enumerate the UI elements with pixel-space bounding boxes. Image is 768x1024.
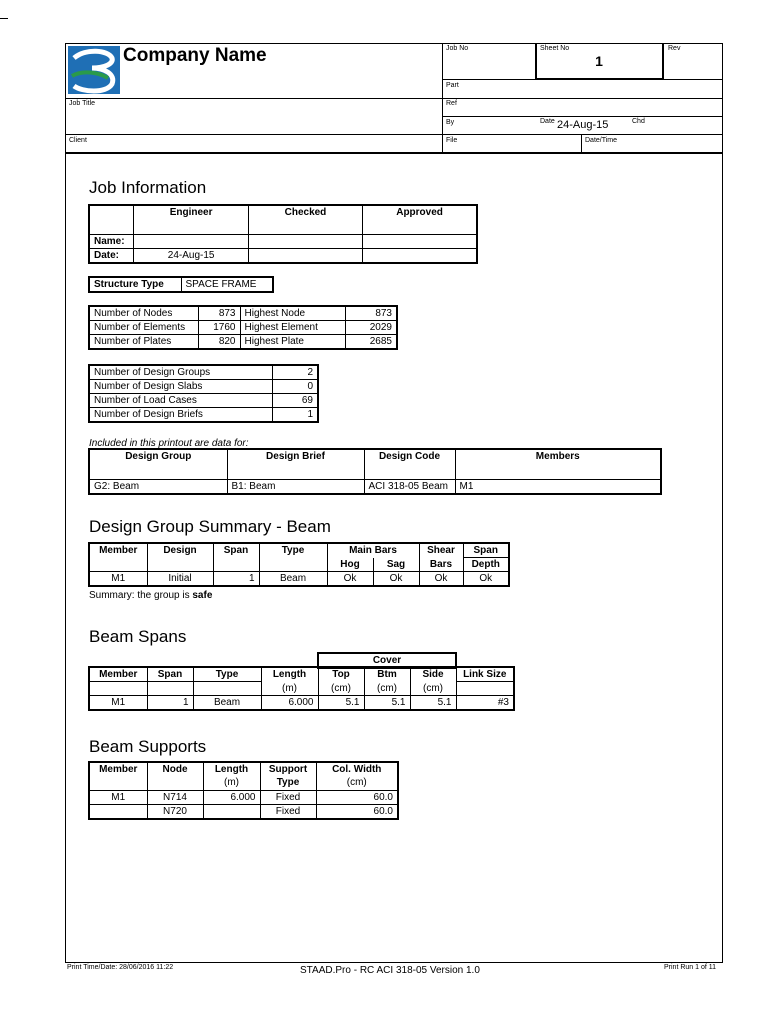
date-row-label: Date: xyxy=(89,248,134,263)
by-label: By xyxy=(446,119,455,126)
summary-line: Summary: the group is safe xyxy=(89,590,213,601)
table-row: G2: Beam B1: Beam ACI 318-05 Beam M1 xyxy=(89,479,661,494)
engineer-date: 24-Aug-15 xyxy=(134,248,248,263)
table-row: Number of Nodes 873 Highest Node 873 xyxy=(89,306,397,321)
program-name: STAAD.Pro - RC ACI 318-05 Version 1.0 xyxy=(300,965,480,976)
beam-supports-table: Member Node Length Support Col. Width (m) Type (cm) M1 N714 6.000 Fixed 60.0 N720 Fixed 60.0 xyxy=(88,761,399,820)
job-info-table xyxy=(88,204,478,264)
table-row: Number of Design Briefs 1 xyxy=(89,408,318,423)
table-row: M1 Initial 1 Beam Ok Ok Ok Ok xyxy=(89,572,509,587)
cover-header: Cover xyxy=(317,652,457,669)
part-label: Part xyxy=(446,82,459,89)
job-title-label: Job Title xyxy=(69,100,96,107)
print-time: Print Time/Date: 28/06/2016 11:22 xyxy=(67,964,174,971)
date-value: 24-Aug-15 xyxy=(557,119,609,131)
node-counts-table xyxy=(88,305,398,350)
design-counts-table xyxy=(88,364,319,423)
company-name: Company Name xyxy=(123,45,267,66)
design-summary-table: Member Design Span Type Main Bars Shear Span Hog Sag Bars Depth M1 Initial 1 Beam Ok Ok Ok Ok xyxy=(88,542,510,587)
structure-type-value: SPACE FRAME xyxy=(181,277,273,292)
ref-label: Ref xyxy=(446,100,457,107)
datetime-label: Date/Time xyxy=(585,137,618,144)
beam-spans-table: Member Span Type Length Top Btm Side Link Size (m) (cm) (cm) (cm) M1 1 Beam 6.000 5.1 5.1 5.1 #3 xyxy=(88,666,515,711)
approved-header: Approved xyxy=(363,205,477,234)
beam-supports-heading: Beam Supports xyxy=(89,737,207,756)
file-label: File xyxy=(446,137,458,144)
design-summary-heading: Design Group Summary - Beam xyxy=(89,517,331,536)
table-row: Number of Elements 1760 Highest Element 2029 xyxy=(89,321,397,335)
name-label: Name: xyxy=(89,234,134,248)
table-row: M1 N714 6.000 Fixed 60.0 xyxy=(89,790,398,804)
summary-status: safe xyxy=(192,590,213,601)
table-row: Number of Plates 820 Highest Plate 2685 xyxy=(89,335,397,350)
table-row: Number of Load Cases 69 xyxy=(89,394,318,408)
table-row: M1 1 Beam 6.000 5.1 5.1 5.1 #3 xyxy=(89,696,514,711)
table-row: N720 Fixed 60.0 xyxy=(89,804,398,819)
checked-header: Checked xyxy=(248,205,362,234)
corner-mark xyxy=(0,18,8,19)
company-logo xyxy=(68,46,120,94)
sheet-no-label: Sheet No xyxy=(540,45,570,52)
client-label: Client xyxy=(69,137,87,144)
structure-type-label: Structure Type xyxy=(89,277,181,292)
table-row: Number of Design Groups 2 xyxy=(89,365,318,380)
beam-spans-heading: Beam Spans xyxy=(89,627,187,646)
date-label: Date xyxy=(540,118,555,125)
structure-type-table xyxy=(88,276,274,293)
rev-label: Rev xyxy=(668,45,681,52)
print-run: Print Run 1 of 11 xyxy=(664,964,717,971)
sheet-number: 1 xyxy=(595,53,603,69)
job-information-heading: Job Information xyxy=(89,178,207,197)
included-note: Included in this printout are data for: xyxy=(89,438,249,449)
job-no-label: Job No xyxy=(446,45,469,52)
included-table: Design Group Design Brief Design Code Members G2: Beam B1: Beam ACI 318-05 Beam M1 xyxy=(88,448,662,495)
chd-label: Chd xyxy=(632,118,645,125)
table-row: Number of Design Slabs 0 xyxy=(89,380,318,394)
engineer-header: Engineer xyxy=(134,205,248,234)
